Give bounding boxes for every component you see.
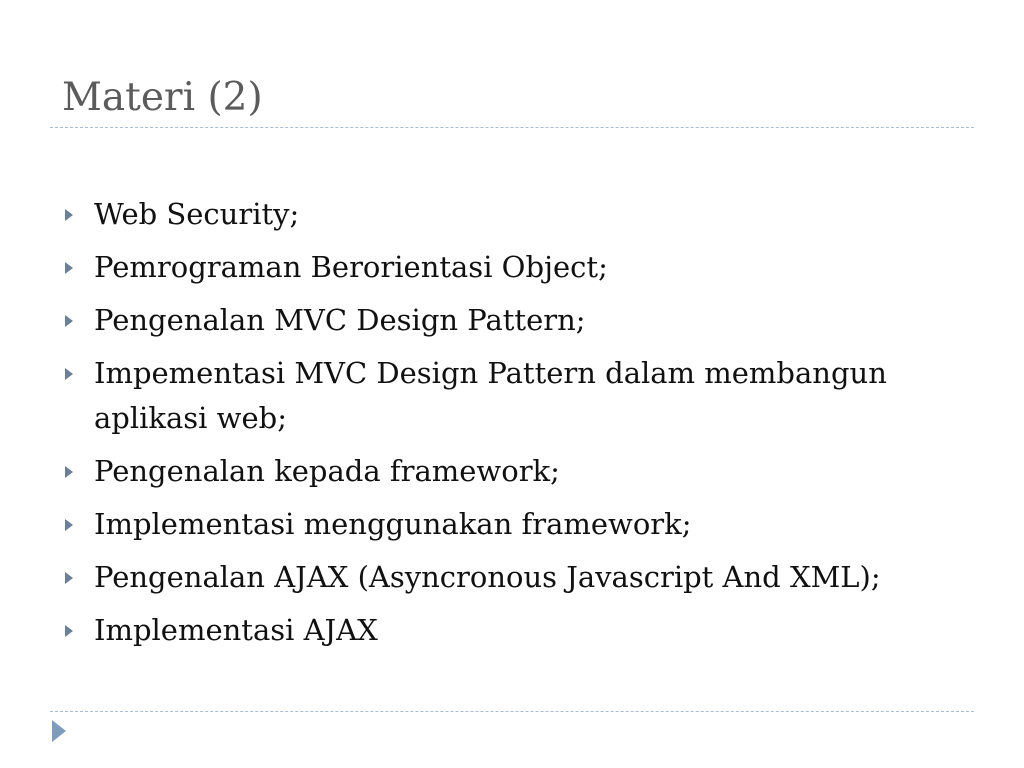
triangle-right-icon [65,572,73,584]
slide-title: Materi (2) [62,75,263,120]
bullet-text: Pengenalan AJAX (Asyncronous Javascript And XML); [94,560,881,594]
bullet-text: Pengenalan kepada framework; [94,454,560,488]
play-arrow-icon[interactable] [52,720,66,742]
triangle-right-icon [65,368,73,380]
bullet-item [64,245,944,290]
triangle-right-icon [65,466,73,478]
bullet-text: Pemrograman Berorientasi Object; [94,250,608,284]
triangle-right-icon [65,519,73,531]
bullet-item [64,449,944,494]
bullet-item [64,298,944,343]
triangle-right-icon [65,262,73,274]
triangle-right-icon [65,315,73,327]
bullet-item [64,555,944,600]
bullet-item [64,502,944,547]
bullet-text: Impementasi MVC Design Pattern dalam membangun aplikasi web; [94,356,887,435]
title-divider [50,127,974,128]
bullet-text: Implementasi AJAX [94,613,378,647]
bullet-list [64,192,944,661]
bullet-item [64,192,944,237]
bullet-text: Pengenalan MVC Design Pattern; [94,303,586,337]
bullet-item [64,608,944,653]
triangle-right-icon [65,625,73,637]
triangle-right-icon [65,209,73,221]
footer-divider [50,711,974,712]
bullet-text: Web Security; [94,197,300,231]
bullet-text: Implementasi menggunakan framework; [94,507,692,541]
bullet-item [64,351,944,441]
